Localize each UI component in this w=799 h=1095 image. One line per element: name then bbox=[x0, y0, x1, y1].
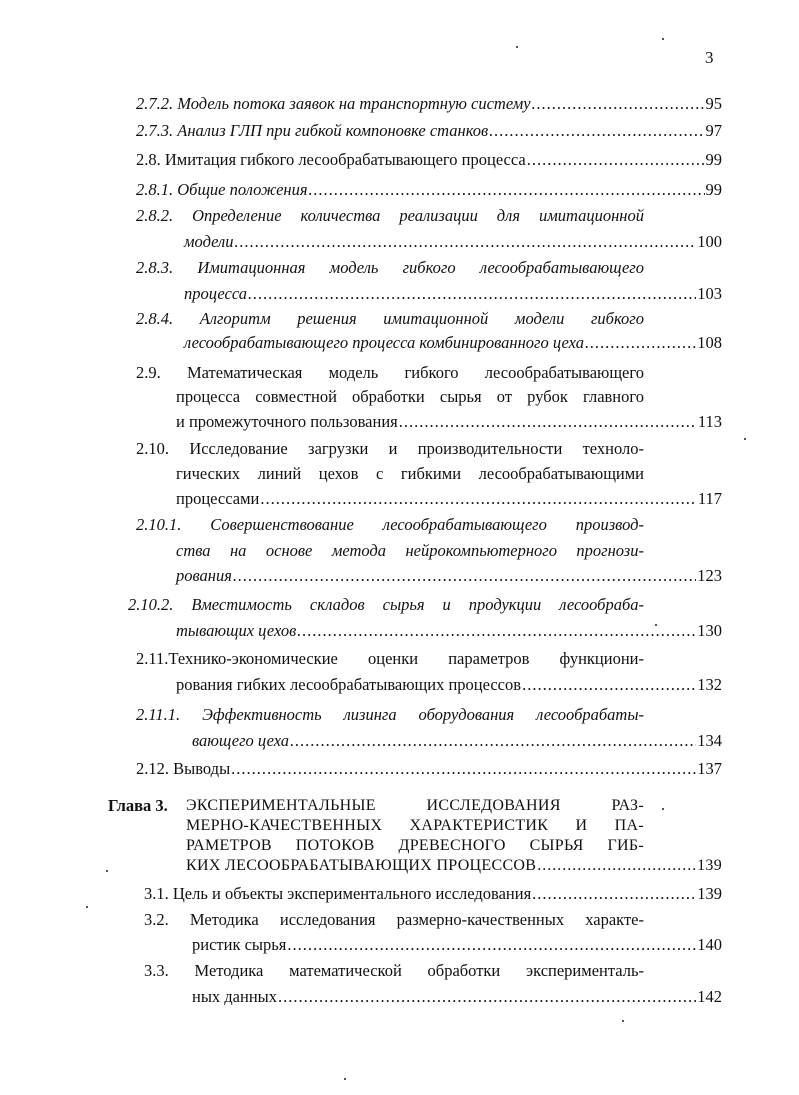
toc-entry-page: 142 bbox=[697, 987, 722, 1006]
toc-entry-2-10-line1: 2.10. Исследование загрузки и производительности техноло- bbox=[136, 439, 644, 458]
chapter-3-label: Глава 3. bbox=[108, 796, 168, 815]
chapter-3-title-line3: РАМЕТРОВ ПОТОКОВ ДРЕВЕСНОГО СЫРЬЯ ГИБ- bbox=[186, 837, 644, 854]
toc-entry-page: 139 bbox=[697, 857, 722, 874]
toc-entry-page: 108 bbox=[697, 333, 722, 352]
toc-entry-2-10-1-line1: 2.10.1. Совершенствование лесообрабатывающего производ- bbox=[136, 515, 644, 534]
toc-entry-3-2-line2 bbox=[192, 935, 722, 955]
toc-entry-text: 2.7.2. Модель потока заявок на транспортную систему bbox=[136, 94, 531, 113]
toc-entry-2-9-line1: 2.9. Математическая модель гибкого лесообрабатывающего bbox=[136, 363, 644, 382]
scan-speck bbox=[516, 46, 518, 48]
toc-entry-2-11-1-line1: 2.11.1. Эффективность лизинга оборудования лесообрабаты- bbox=[136, 705, 644, 724]
toc-entry-page: 100 bbox=[697, 232, 722, 251]
toc-entry-2-10-2-line2 bbox=[176, 621, 722, 641]
scan-speck bbox=[106, 870, 108, 872]
toc-entry-text: тывающих цехов bbox=[176, 621, 297, 640]
toc-entry-2-8-3-line2 bbox=[184, 284, 722, 304]
scan-speck bbox=[622, 1020, 624, 1022]
scan-speck bbox=[655, 624, 657, 626]
toc-entry-2-10-1-line2: ства на основе метода нейрокомпьютерного прогнози- bbox=[176, 541, 644, 560]
toc-entry-3-2-line1: 3.2. Методика исследования размерно-качественных характе- bbox=[144, 910, 644, 929]
toc-entry-2-10-line3 bbox=[176, 489, 722, 509]
toc-entry-text: ных данных bbox=[192, 987, 278, 1006]
toc-entry-text: КИХ ЛЕСООБРАБАТЫВАЮЩИХ ПРОЦЕССОВ bbox=[186, 857, 537, 874]
toc-entry-text: 2.7.3. Анализ ГЛП при гибкой компоновке станков bbox=[136, 121, 489, 140]
toc-entry-2-8-4-line1: 2.8.4. Алгоритм решения имитационной модели гибкого bbox=[136, 309, 644, 328]
toc-entry-2-12 bbox=[136, 759, 722, 779]
toc-entry-page: 99 bbox=[705, 180, 722, 199]
toc-entry-text: вающего цеха bbox=[192, 731, 290, 750]
toc-entry-2-9-line2: процесса совместной обработки сырья от рубок главного bbox=[176, 387, 644, 406]
toc-entry-text: лесообрабатывающего процесса комбинированного цеха bbox=[184, 333, 584, 352]
toc-entry-2-9-line3 bbox=[176, 412, 722, 432]
toc-entry-page: 113 bbox=[697, 412, 722, 431]
toc-entry-page: 95 bbox=[705, 94, 722, 113]
toc-entry-text: 2.12. Выводы bbox=[136, 759, 231, 778]
toc-entry-text: рования гибких лесообрабатывающих процессов bbox=[176, 675, 522, 694]
toc-entry-page: 130 bbox=[697, 621, 722, 640]
toc-entry-page: 132 bbox=[697, 675, 722, 694]
toc-entry-page: 137 bbox=[697, 759, 722, 778]
toc-entry-2-10-line2: гических линий цехов с гибкими лесообрабатывающими bbox=[176, 464, 644, 483]
toc-entry-2-11-line1: 2.11.Технико-экономические оценки параметров функциони- bbox=[136, 649, 644, 668]
toc-entry-3-1 bbox=[144, 884, 722, 904]
toc-entry-2-8-1 bbox=[136, 180, 722, 200]
toc-entry-3-3-line1: 3.3. Методика математической обработки эксперименталь- bbox=[144, 961, 644, 980]
toc-entry-page: 103 bbox=[697, 284, 722, 303]
toc-entry-page: 139 bbox=[697, 884, 722, 903]
toc-entry-2-8-2-line1: 2.8.2. Определение количества реализации для имитационной bbox=[136, 206, 644, 225]
chapter-3-title-line2: МЕРНО-КАЧЕСТВЕННЫХ ХАРАКТЕРИСТИК И ПА- bbox=[186, 817, 644, 834]
toc-entry-page: 140 bbox=[697, 935, 722, 954]
toc-entry-2-7-2 bbox=[136, 94, 722, 114]
toc-entry-2-10-1-line3 bbox=[176, 566, 722, 586]
toc-entry-text: 2.8. Имитация гибкого лесообрабатывающего процесса bbox=[136, 150, 526, 169]
toc-entry-2-8-2-line2 bbox=[184, 232, 722, 252]
toc-entry-text: 3.1. Цель и объекты экспериментального исследования bbox=[144, 884, 532, 903]
chapter-3-title-line4 bbox=[186, 856, 722, 876]
page-number: 3 bbox=[705, 48, 714, 67]
scan-speck bbox=[744, 438, 746, 440]
chapter-3-title-line1: ЭКСПЕРИМЕНТАЛЬНЫЕ ИССЛЕДОВАНИЯ РАЗ- bbox=[186, 797, 644, 814]
toc-entry-text: 2.8.1. Общие положения bbox=[136, 180, 308, 199]
toc-entry-text: ристик сырья bbox=[192, 935, 287, 954]
toc-entry-2-11-1-line2 bbox=[192, 731, 722, 751]
toc-entry-text: процессами bbox=[176, 489, 260, 508]
toc-entry-text: процесса bbox=[184, 284, 247, 303]
toc-entry-page: 134 bbox=[697, 731, 722, 750]
toc-entry-page: 97 bbox=[705, 121, 722, 140]
toc-entry-text: модели bbox=[184, 232, 234, 251]
toc-entry-2-8 bbox=[136, 150, 722, 170]
scan-speck bbox=[86, 906, 88, 908]
scan-speck bbox=[344, 1078, 346, 1080]
toc-entry-text: и промежуточного пользования bbox=[176, 412, 398, 431]
toc-entry-text: рования bbox=[176, 566, 232, 585]
toc-entry-page: 99 bbox=[705, 150, 722, 169]
toc-entry-2-11-line2 bbox=[176, 675, 722, 695]
toc-entry-2-10-2-line1: 2.10.2. Вместимость складов сырья и продукции лесообраба- bbox=[128, 595, 644, 614]
toc-entry-page: 117 bbox=[697, 489, 722, 508]
scan-speck bbox=[662, 808, 664, 810]
toc-entry-3-3-line2 bbox=[192, 987, 722, 1007]
toc-entry-2-7-3 bbox=[136, 121, 722, 141]
toc-entry-2-8-3-line1: 2.8.3. Имитационная модель гибкого лесообрабатывающего bbox=[136, 258, 644, 277]
toc-entry-2-8-4-line2 bbox=[184, 333, 722, 353]
scan-speck bbox=[662, 38, 664, 40]
toc-entry-page: 123 bbox=[697, 566, 722, 585]
